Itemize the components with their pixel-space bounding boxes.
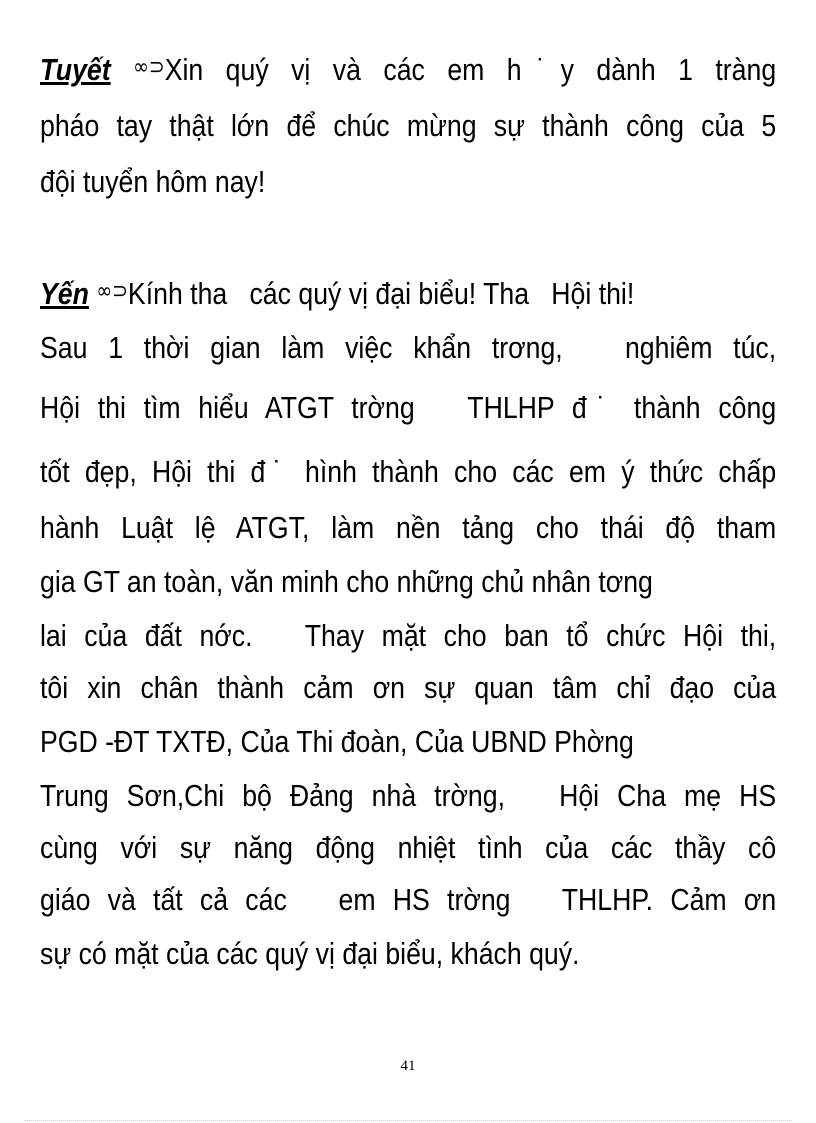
- text-line: đội tuyển hôm nay!: [40, 164, 266, 199]
- speaker-name: Yến: [40, 276, 89, 311]
- text-line: cùng với sự năng động nhiệt tình của các thầy cô: [40, 830, 777, 865]
- speaker-name: Tuyết: [40, 52, 111, 87]
- text-line: hành Luật lệ ATGT, làm nền tảng cho thái độ tham: [40, 510, 777, 545]
- bottom-divider: [24, 1120, 792, 1121]
- text-line: pháo tay thật lớn để chúc mừng sự thành công của 5: [40, 108, 777, 143]
- text-line: PGD -ĐT TXTĐ, Của Thi đoàn, Của UBND Phờng: [40, 724, 634, 759]
- text-line: tôi xin chân thành cảm ơn sự quan tâm chỉ đạo của: [40, 670, 777, 705]
- text-line: Tuyết ∞⊃Xin quý vị và các em h˙y dành 1 tràng: [40, 52, 777, 87]
- speech-marker-icon: ∞⊃: [133, 55, 165, 80]
- text-line: Hội thi tìm hiểu ATGT trờng THLHP đ˙ thành công: [40, 390, 777, 425]
- text-line: lai của đất nớc. Thay mặt cho ban tổ chức Hội thi,: [40, 618, 777, 653]
- text-line: Trung Sơn,Chi bộ Đảng nhà trờng, Hội Cha mẹ HS: [40, 778, 777, 813]
- text-line: giáo và tất cả các em HS trờng THLHP. Cảm ơn: [40, 882, 777, 917]
- text-line: gia GT an toàn, văn minh cho những chủ nhân tơng: [40, 564, 653, 599]
- text-line: Sau 1 thời gian làm việc khẩn trơng, nghiêm túc,: [40, 330, 777, 365]
- page-number: 41: [400, 1058, 416, 1074]
- text-line: Yến ∞⊃Kính tha các quý vị đại biểu! Tha Hội thi!: [40, 276, 635, 311]
- speech-marker-icon: ∞⊃: [96, 279, 128, 304]
- text-line: sự có mặt của các quý vị đại biểu, khách quý.: [40, 936, 580, 971]
- text-line: tốt đẹp, Hội thi đ˙ hình thành cho các em ý thức chấp: [40, 454, 777, 489]
